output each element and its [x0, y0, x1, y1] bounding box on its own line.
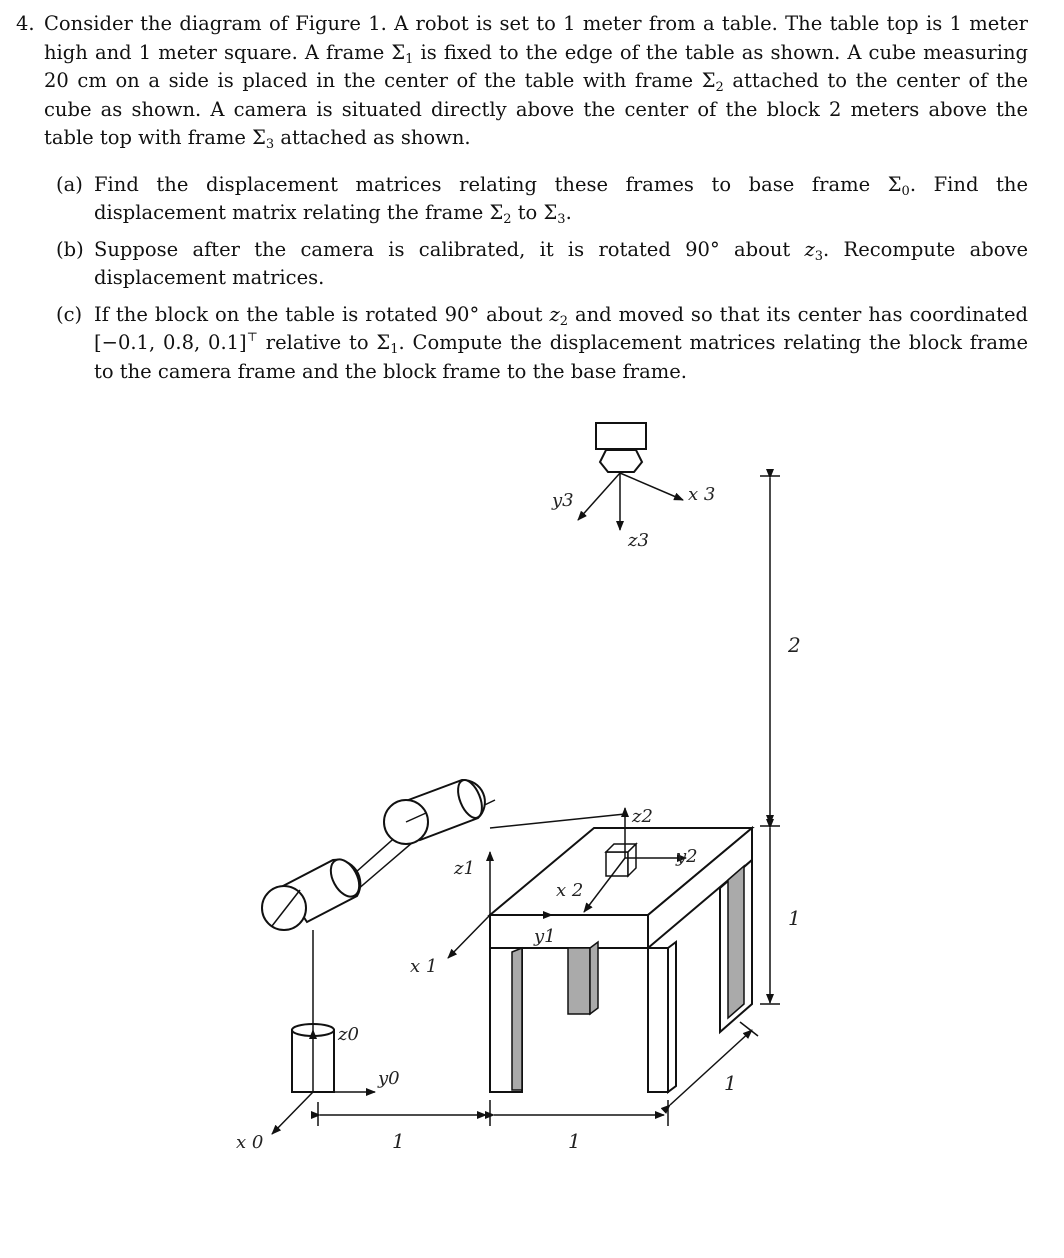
dimension-height: [760, 476, 780, 1004]
label-y2: y2: [676, 846, 698, 867]
dim-table-depth: 1: [724, 1071, 737, 1095]
part-c-text: If the block on the table is rotated 90° about $z_2$ and moved so that its center has coordinated [−0.1, 0.8, 0.1]⊤ relative to $\Sigma_1$. Compute the displacement matrices relating the block frame to the camera frame and the block frame to the base frame.: [94, 302, 1028, 383]
dim-table-width: 1: [568, 1129, 581, 1153]
camera-frame: [578, 473, 683, 530]
label-x2: x 2: [556, 880, 584, 901]
part-b-label: (b): [56, 237, 84, 261]
label-x3: x 3: [688, 484, 716, 505]
label-y0: y0: [378, 1068, 400, 1089]
label-z0: z0: [338, 1024, 359, 1045]
problem-number: 4.: [16, 12, 35, 35]
part-a-label: (a): [56, 172, 83, 196]
label-z2: z2: [632, 806, 653, 827]
label-z3: z3: [628, 530, 649, 551]
part-b-text: Suppose after the camera is calibrated, it is rotated 90° about $z_3$. Recompute above displacement matrices.: [94, 237, 1028, 289]
statement-text: Consider the diagram of Figure 1. A robot is set to 1 meter from a table. The table top is 1 meter high and 1 meter square. A frame $\Sigma_1$ is fixed to the edge of the table as shown. A cube measuring 20 cm on a side is placed in the center of the table with frame $\Sigma_2$ attached to the center of the cube as shown. A camera is situated directly above the center of the block 2 meters above the table top with frame $\Sigma_3$ attached as shown.: [44, 12, 1028, 152]
label-z1: z1: [454, 858, 475, 879]
label-x0: x 0: [236, 1132, 264, 1153]
label-y1: y1: [534, 926, 556, 947]
camera: [596, 423, 646, 472]
part-a-text: Find the displacement matrices relating these frames to base frame $\Sigma_0$. Find the displacement matrix relating the frame $\Sigma_2$ to $\Sigma_3$.: [94, 172, 1028, 227]
part-c-label: (c): [56, 302, 83, 326]
dim-table-height: 1: [788, 906, 801, 930]
cube: [606, 844, 636, 876]
coordinate-vector: [−0.1, 0.8, 0.1]: [94, 331, 247, 354]
label-y3: y3: [552, 490, 574, 511]
dim-robot-to-table: 1: [392, 1129, 405, 1153]
robot-arm: [262, 777, 495, 1092]
dim-camera-height: 2: [788, 633, 801, 657]
label-x1: x 1: [410, 956, 438, 977]
